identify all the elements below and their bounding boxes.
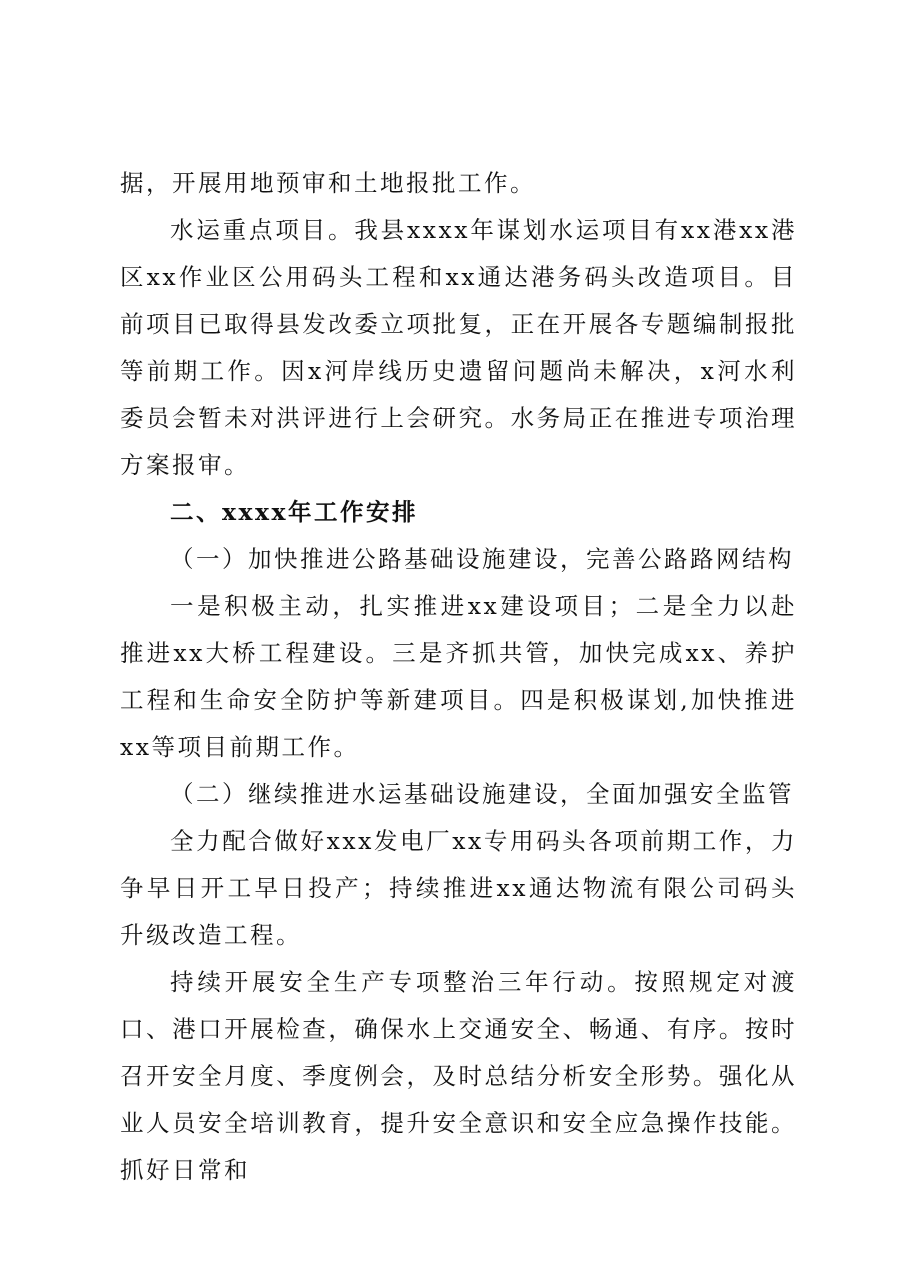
paragraph-continuation: 据，开展用地预审和土地报批工作。: [120, 169, 536, 197]
paragraph-water-transport-projects: 水运重点项目。我县xxxx年谋划水运项目有xx港xx港区xx作业区公用码头工程和xx通达港务码头改造项目。目前项目已取得县发改委立项批复，正在开展各专题编制报批等前期工作。因x河岸线历史遗留问题尚未解决，x河水利委员会暂未对洪评进行上会研究。水务局正在推进专项治理方案报审。: [120, 216, 797, 479]
subheading-highway-infrastructure: （一）加快推进公路基础设施建设，完善公路路网结构: [170, 545, 794, 573]
subheading-water-transport-safety: （二）继续推进水运基础设施建设，全面加强安全监管: [170, 780, 794, 808]
section-heading-work-plan: 二、xxxx年工作安排: [170, 498, 419, 526]
paragraph-port-projects: 全力配合做好xxx发电厂xx专用码头各项前期工作，力争早日开工早日投产；持续推进xx通达物流有限公司码头升级改造工程。: [120, 827, 797, 949]
paragraph-highway-tasks: 一是积极主动，扎实推进xx建设项目；二是全力以赴推进xx大桥工程建设。三是齐抓共管，加快完成xx、养护工程和生命安全防护等新建项目。四是积极谋划,加快推进xx等项目前期工作。: [120, 592, 797, 761]
paragraph-safety-actions: 持续开展安全生产专项整治三年行动。按照规定对渡口、港口开展检查，确保水上交通安全、畅通、有序。按时召开安全月度、季度例会，及时总结分析安全形势。强化从业人员安全培训教育，提升安全意识和安全应急操作技能。抓好日常和: [120, 968, 797, 1184]
